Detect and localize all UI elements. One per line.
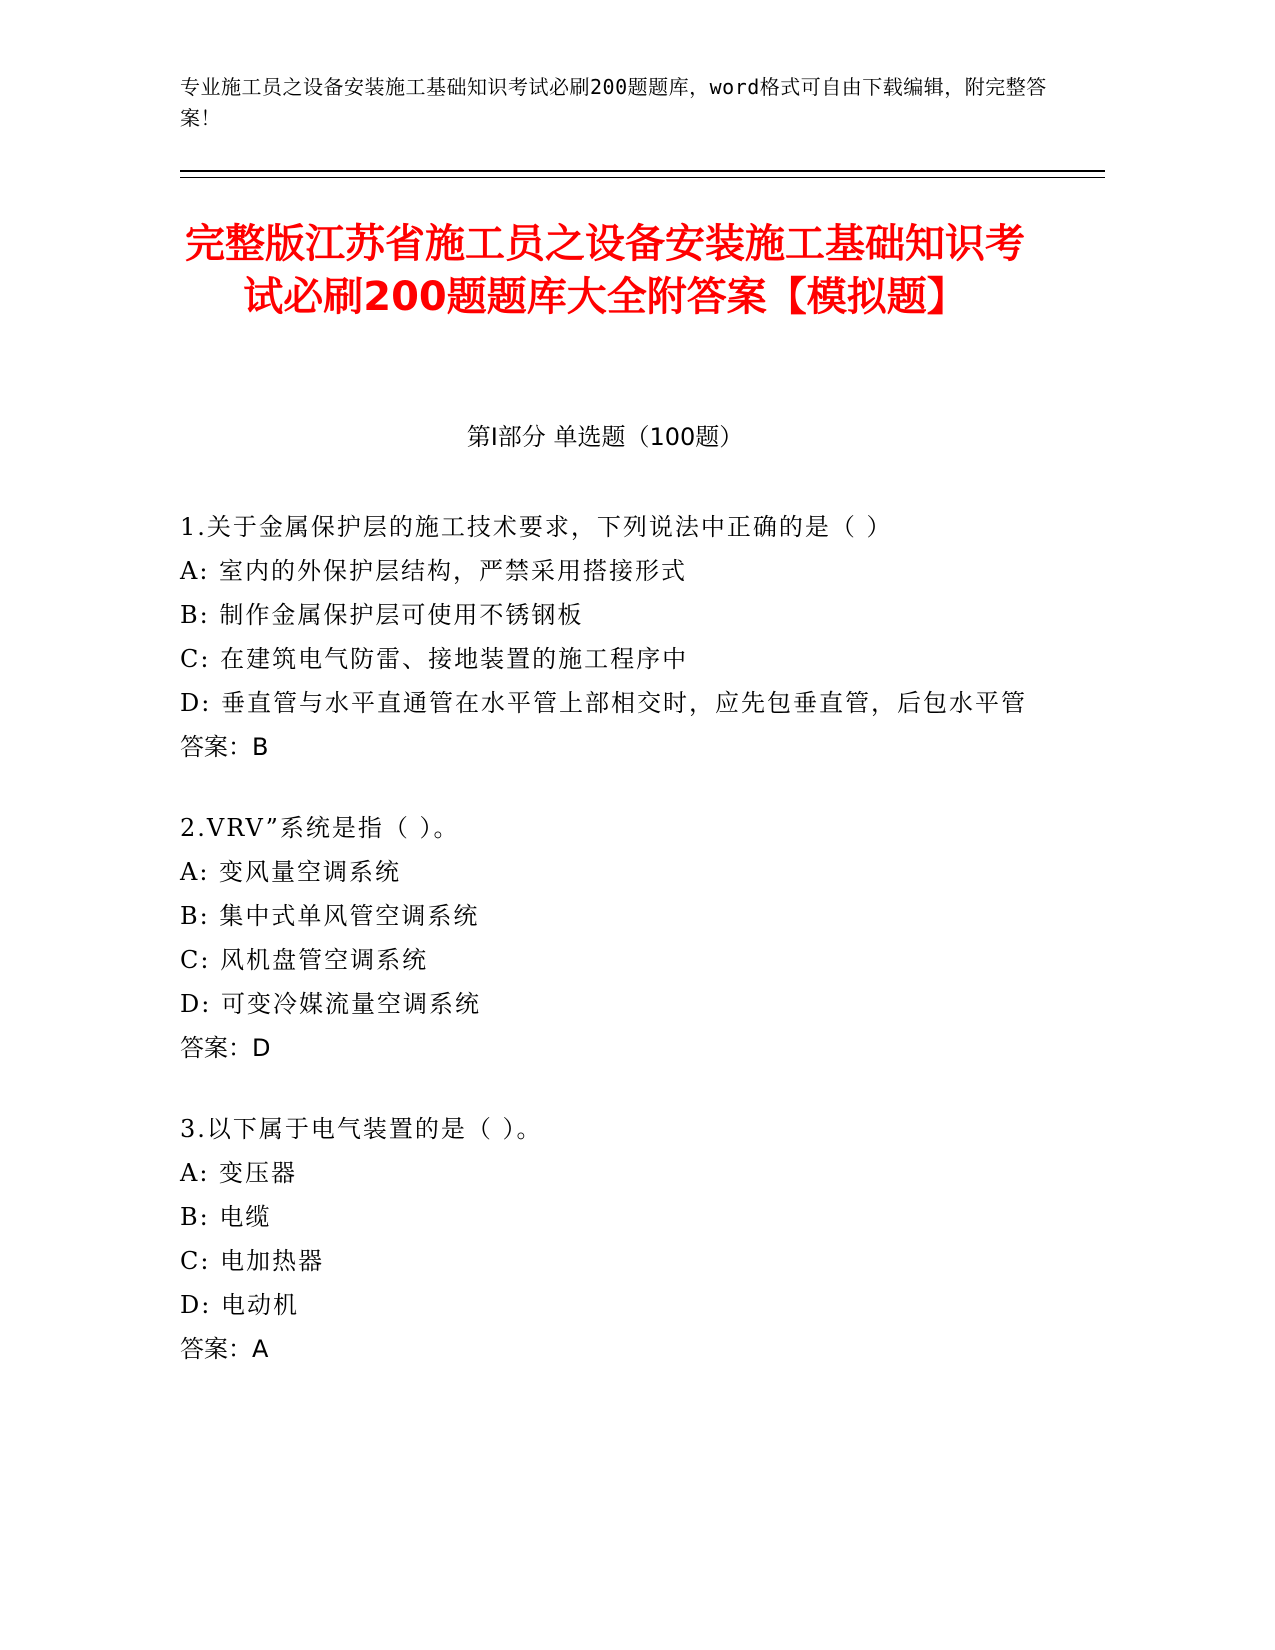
option-b: B: 电缆	[180, 1203, 272, 1231]
question-stem: 3.以下属于电气装置的是（ ）。	[180, 1115, 543, 1143]
question-stem: 2.VRV”系统是指（ ）。	[180, 814, 460, 842]
option-a: A: 室内的外保护层结构，严禁采用搭接形式	[180, 557, 688, 585]
option-d: D: 可变冷媒流量空调系统	[180, 990, 481, 1018]
option-b: B: 集中式单风管空调系统	[180, 902, 480, 930]
option-a: A: 变风量空调系统	[180, 858, 402, 886]
header-divider-thick	[180, 170, 1105, 172]
header-divider-thin	[180, 177, 1105, 178]
question-3	[180, 1107, 1040, 1371]
question-2	[180, 806, 1040, 1070]
answer-text: 答案：B	[180, 733, 269, 761]
option-d: D: 垂直管与水平直通管在水平管上部相交时，应先包垂直管，后包水平管	[180, 689, 1027, 717]
option-c: C: 在建筑电气防雷、接地装置的施工程序中	[180, 645, 689, 673]
answer-text: 答案：A	[180, 1335, 269, 1363]
option-c: C: 风机盘管空调系统	[180, 946, 429, 974]
option-d: D: 电动机	[180, 1291, 299, 1319]
question-1	[180, 505, 1040, 769]
option-a: A: 变压器	[180, 1159, 298, 1187]
question-stem: 1.关于金属保护层的施工技术要求，下列说法中正确的是（ ）	[180, 513, 893, 541]
answer-text: 答案：D	[180, 1034, 271, 1062]
option-b: B: 制作金属保护层可使用不锈钢板	[180, 601, 584, 629]
question-list	[180, 505, 1040, 1408]
section-title: 第Ⅰ部分 单选题（100题）	[466, 423, 744, 451]
header-note: 专业施工员之设备安装施工基础知识考试必刷200题题库，word格式可自由下载编辑，附完整答案！	[180, 75, 1047, 130]
option-c: C: 电加热器	[180, 1247, 325, 1275]
document-title: 完整版江苏省施工员之设备安装施工基础知识考试必刷200题题库大全附答案【模拟题】	[185, 221, 1025, 320]
